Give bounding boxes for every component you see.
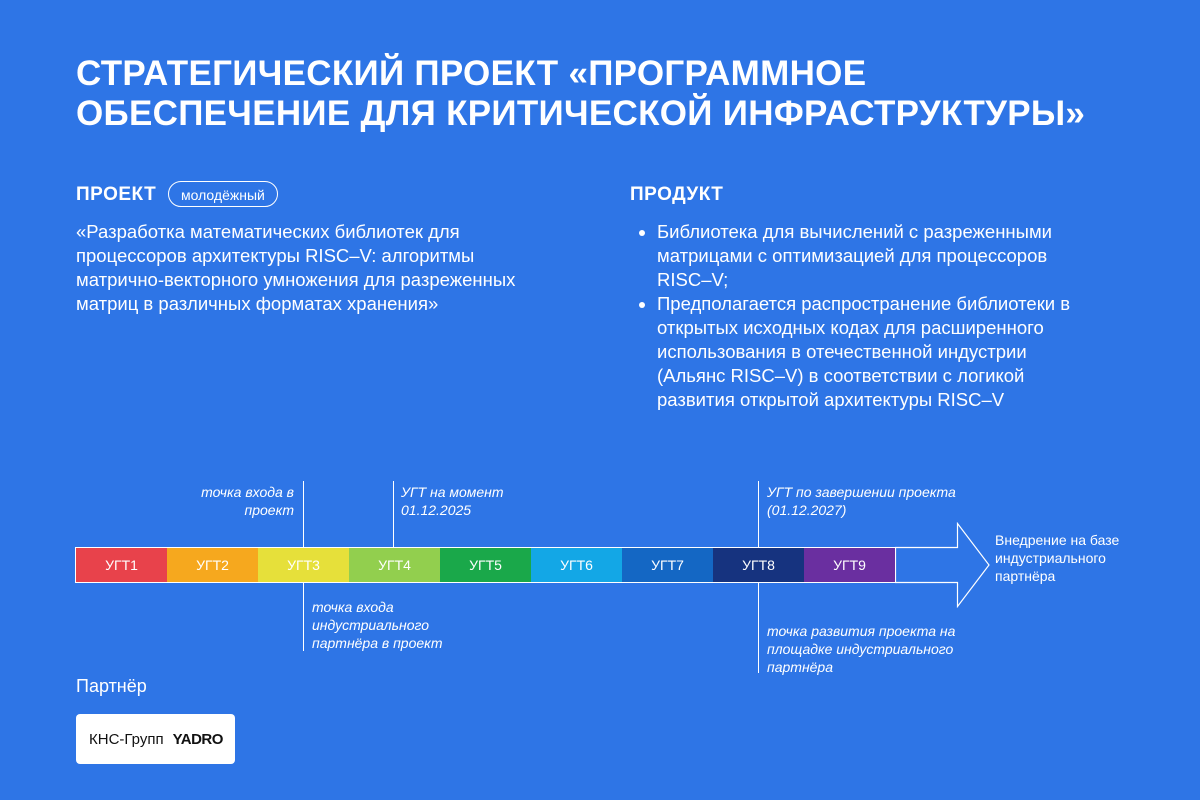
trl-level-3: УГТ3	[258, 548, 349, 582]
project-heading: ПРОЕКТ	[76, 184, 157, 205]
trl-level-9: УГТ9	[804, 548, 895, 582]
development-point-note: точка развития проекта на площадке индустриального партнёра	[767, 623, 956, 675]
partner-heading: Партнёр	[76, 676, 147, 696]
product-item: Библиотека для вычислений с разреженными матрицами с оптимизацией для процессоров RISC–V;	[630, 220, 1100, 292]
entry-point-note: точка входа в проект	[201, 484, 294, 518]
product-heading: ПРОДУКТ	[630, 184, 724, 205]
trl-scale	[75, 547, 896, 583]
final-level-note: УГТ по завершении проекта (01.12.2027)	[767, 484, 956, 518]
product-list	[630, 220, 1100, 412]
product-item: Предполагается распространение библиотеки в открытых исходных кодах для расширенного использования в отечественной индустрии (Альянс RISC–V) в соответствии с логикой развития открытой архитектуры RISC–V	[630, 292, 1100, 412]
trl-level-2: УГТ2	[167, 548, 258, 582]
trl-level-5: УГТ5	[440, 548, 531, 582]
partner-card	[76, 714, 235, 764]
page-title: СТРАТЕГИЧЕСКИЙ ПРОЕКТ «ПРОГРАММНОЕ ОБЕСПЕЧЕНИЕ ДЛЯ КРИТИЧЕСКОЙ ИНФРАСТРУКТУРЫ»	[76, 54, 1086, 133]
entry-point-line	[303, 481, 304, 547]
trl-level-7: УГТ7	[622, 548, 713, 582]
partner-name: КНС-Групп	[89, 730, 164, 748]
trl-level-4: УГТ4	[349, 548, 440, 582]
partner-entry-line	[303, 583, 304, 651]
final-level-line	[758, 481, 759, 547]
yadro-logo: YADRO	[172, 730, 223, 748]
trl-level-8: УГТ8	[713, 548, 804, 582]
arrow-right-icon	[895, 522, 991, 608]
project-badge: молодёжный	[168, 181, 278, 207]
current-level-note: УГТ на момент 01.12.2025	[401, 484, 504, 518]
implementation-label: Внедрение на базе индустриального партнёра	[995, 532, 1120, 584]
trl-level-6: УГТ6	[531, 548, 622, 582]
trl-level-1: УГТ1	[76, 548, 167, 582]
project-description: «Разработка математических библиотек для процессоров архитектуры RISC–V: алгоритмы матрично-векторного умножения для разреженных матриц в различных форматах хранения»	[76, 221, 516, 314]
development-point-line	[758, 583, 759, 673]
current-level-line	[393, 481, 394, 547]
partner-entry-note: точка входа индустриального партнёра в проект	[312, 599, 443, 651]
